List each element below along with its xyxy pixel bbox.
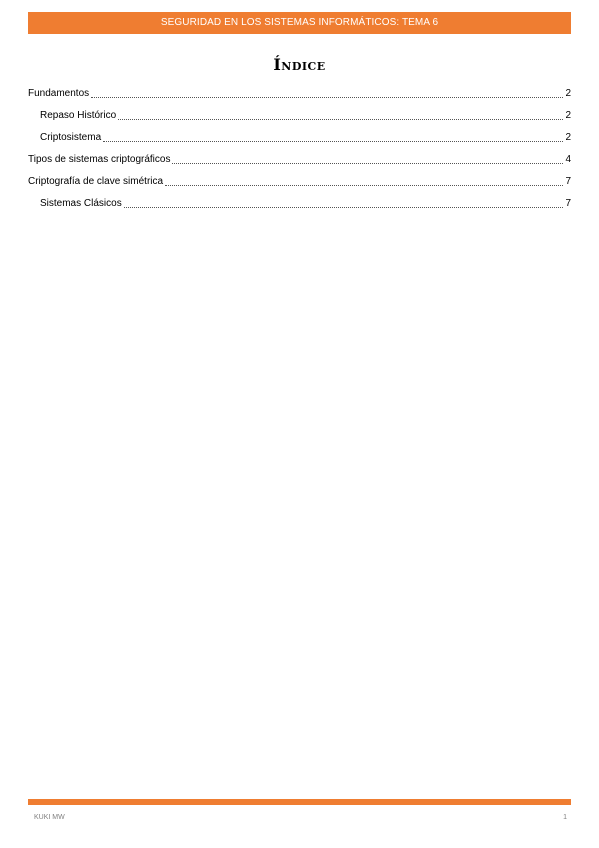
footer-page-number: 1 bbox=[563, 814, 567, 821]
header-bar bbox=[28, 12, 571, 34]
toc-entry-clave-simetrica[interactable] bbox=[28, 168, 571, 190]
toc-entry-page: 2 bbox=[565, 132, 571, 143]
toc-entry-fundamentos[interactable] bbox=[28, 80, 571, 102]
toc-entry-label: Criptosistema bbox=[40, 132, 102, 143]
toc-leader-dots bbox=[91, 97, 563, 98]
header-title: SEGURIDAD EN LOS SISTEMAS INFORMÁTICOS: TEMA 6 bbox=[160, 17, 439, 28]
index-title: Índice bbox=[273, 55, 326, 74]
toc-entry-label: Criptografía de clave simétrica bbox=[28, 176, 164, 187]
toc-entry-page: 7 bbox=[565, 176, 571, 187]
toc-entry-criptosistema[interactable] bbox=[28, 124, 571, 146]
toc-entry-page: 2 bbox=[565, 110, 571, 121]
toc-entry-page: 4 bbox=[565, 154, 571, 165]
toc-leader-dots bbox=[165, 185, 563, 186]
toc-entry-repaso-historico[interactable] bbox=[28, 102, 571, 124]
toc-entry-label: Tipos de sistemas criptográficos bbox=[28, 154, 171, 165]
footer-author: KUKI MW bbox=[34, 814, 65, 821]
toc-entry-label: Repaso Histórico bbox=[40, 110, 117, 121]
table-of-contents bbox=[28, 80, 571, 212]
toc-entry-label: Fundamentos bbox=[28, 88, 90, 99]
toc-leader-dots bbox=[118, 119, 563, 120]
toc-entry-tipos-sistemas[interactable] bbox=[28, 146, 571, 168]
toc-leader-dots bbox=[103, 141, 563, 142]
footer-bar bbox=[28, 799, 571, 805]
toc-entry-page: 2 bbox=[565, 88, 571, 99]
toc-entry-sistemas-clasicos[interactable] bbox=[28, 190, 571, 212]
toc-entry-page: 7 bbox=[565, 198, 571, 209]
toc-entry-label: Sistemas Clásicos bbox=[40, 198, 122, 209]
toc-leader-dots bbox=[172, 163, 563, 164]
toc-leader-dots bbox=[124, 207, 564, 208]
